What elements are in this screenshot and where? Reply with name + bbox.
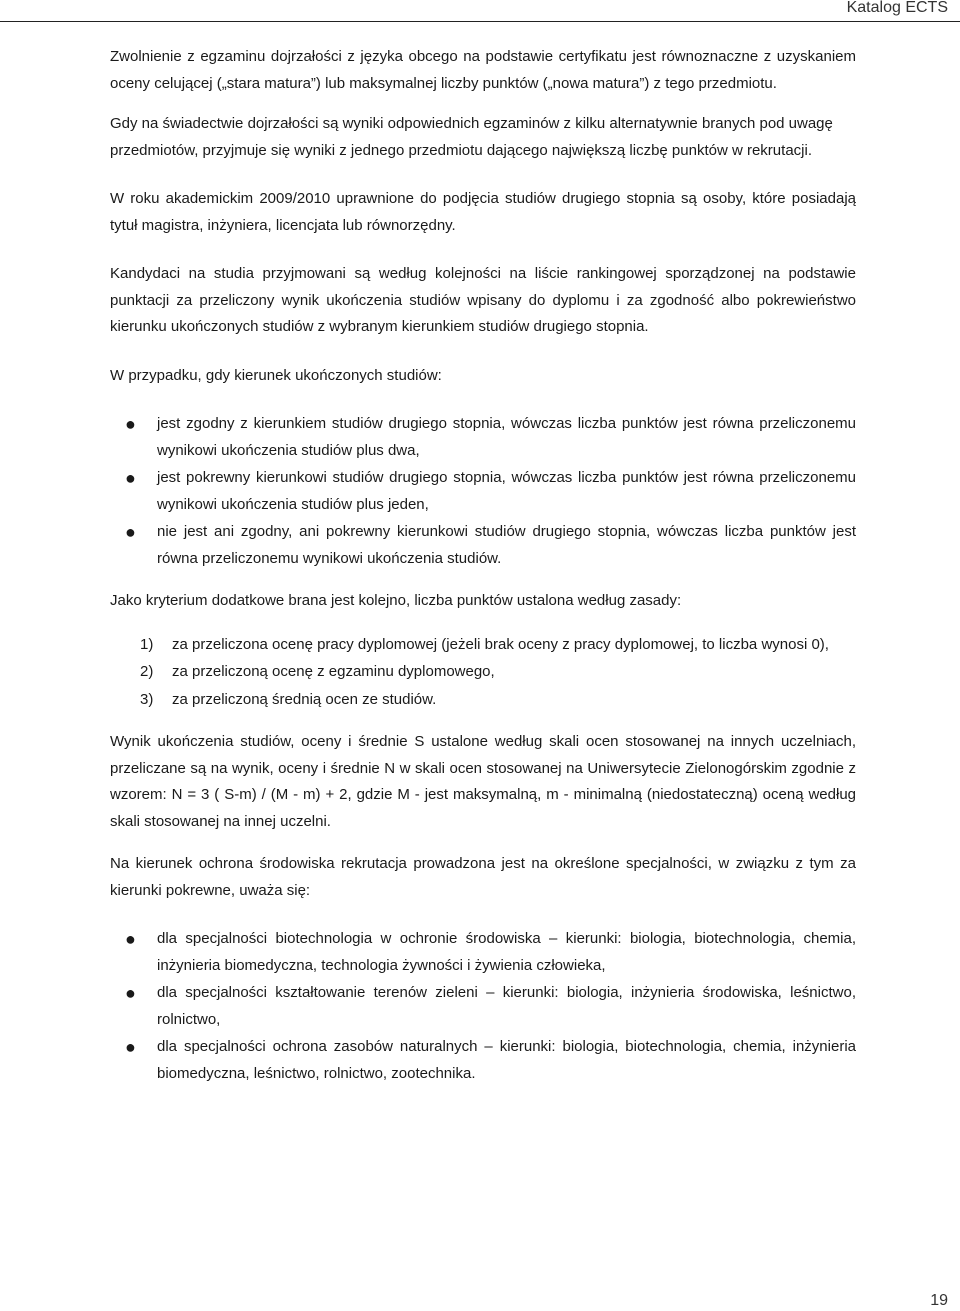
document-body	[110, 44, 856, 1088]
paragraph-environmental-protection: Na kierunek ochrona środowiska rekrutacja prowadzona jest na określone specjalności, w związku z tym za kierunki pokrewne, uważa się:	[110, 855, 856, 899]
specialization-bullet-list	[110, 926, 856, 1087]
header-title: Katalog ECTS	[846, 0, 948, 16]
paragraph-eligibility: W roku akademickim 2009/2010 uprawnione do podjęcia studiów drugiego stopnia są osoby, które posiadają tytuł magistra, inżyniera, licencjata lub równorzędny.	[110, 190, 856, 234]
page-header	[0, 0, 960, 22]
paragraph-language-exemption: Zwolnienie z egzaminu dojrzałości z języka obcego na podstawie certyfikatu jest równoznaczne z uzyskaniem oceny celującej („stara matura”) lub maksymalnej liczby punktów („nowa matura”) z tego przedmiotu.	[110, 48, 856, 92]
header-divider	[0, 21, 960, 22]
bullet-icon: ●	[125, 468, 136, 488]
paragraph-case-intro: W przypadku, gdy kierunek ukończonych studiów:	[110, 366, 442, 384]
list-item: 3) za przeliczoną średnią ocen ze studiów.	[110, 687, 856, 714]
page-number: 19	[930, 1292, 948, 1309]
paragraph-additional-criterion: Jako kryterium dodatkowe brana jest kolejno, liczba punktów ustalona według zasady:	[110, 592, 682, 609]
paragraph-grade-conversion: Wynik ukończenia studiów, oceny i średnie S ustalone według skali ocen stosowanej na innych uczelniach, przeliczane są na wynik, oceny i średnie N w skali ocen stosowanej na Uniwersytecie Zielonogórskim zgodnie z wzorem: N = 3 ( S-m) / (M - m) + 2, gdzie M - jest maksymalną, m - minimalną (niedostateczną) oceną według skali stosowanej na innej uczelni.	[110, 733, 856, 830]
list-item: 2) za przeliczoną ocenę z egzaminu dyplomowego,	[110, 659, 856, 686]
paragraph-ranking: Kandydaci na studia przyjmowani są według kolejności na liście rankingowej sporządzonej na podstawie punktacji za przeliczony wynik ukończenia studiów wpisany do dyplomu i za zgodność albo pokrewieństwo kierunku ukończonych studiów z wybranym kierunkiem studiów drugiego stopnia.	[110, 265, 856, 335]
case-bullet-list	[110, 411, 856, 572]
bullet-icon: ●	[125, 1037, 136, 1057]
list-item: ● nie jest ani zgodny, ani pokrewny kierunkowi studiów drugiego stopnia, wówczas liczba punktów jest równa przeliczonemu wynikowi ukończenia studiów.	[110, 519, 856, 572]
criteria-numbered-list	[110, 632, 856, 714]
list-number: 3)	[140, 690, 154, 708]
bullet-icon: ●	[125, 522, 136, 542]
paragraph-alternative-subjects: Gdy na świadectwie dojrzałości są wyniki odpowiednich egzaminów z kilku alternatywnie branych pod uwagę przedmiotów, przyjmuje się wyniki z jednego przedmiotu dającego największą liczbę punktów w rekrutacji.	[110, 115, 833, 159]
list-item: ● jest pokrewny kierunkowi studiów drugiego stopnia, wówczas liczba punktów jest równa przeliczonemu wynikowi ukończenia studiów plus jeden,	[110, 465, 856, 518]
list-number: 1)	[140, 635, 154, 653]
list-item: ● jest zgodny z kierunkiem studiów drugiego stopnia, wówczas liczba punktów jest równa przeliczonemu wynikowi ukończenia studiów plus dwa,	[110, 411, 856, 464]
list-number: 2)	[140, 663, 154, 680]
list-item: ● dla specjalności ochrona zasobów naturalnych – kierunki: biologia, biotechnologia, chemia, inżynieria biomedyczna, leśnictwo, rolnictwo, zootechnika.	[110, 1034, 856, 1087]
list-item: ● dla specjalności kształtowanie terenów zieleni – kierunki: biologia, inżynieria środowiska, leśnictwo, rolnictwo,	[110, 980, 856, 1033]
list-item: 1) za przeliczona ocenę pracy dyplomowej (jeżeli brak oceny z pracy dyplomowej, to liczba wynosi 0),	[110, 632, 856, 659]
bullet-icon: ●	[125, 983, 136, 1003]
bullet-icon: ●	[125, 414, 136, 434]
bullet-icon: ●	[125, 929, 136, 949]
list-item: ● dla specjalności biotechnologia w ochronie środowiska – kierunki: biologia, biotechnologia, chemia, inżynieria biomedyczna, technologia żywności i żywienia człowieka,	[110, 926, 856, 979]
